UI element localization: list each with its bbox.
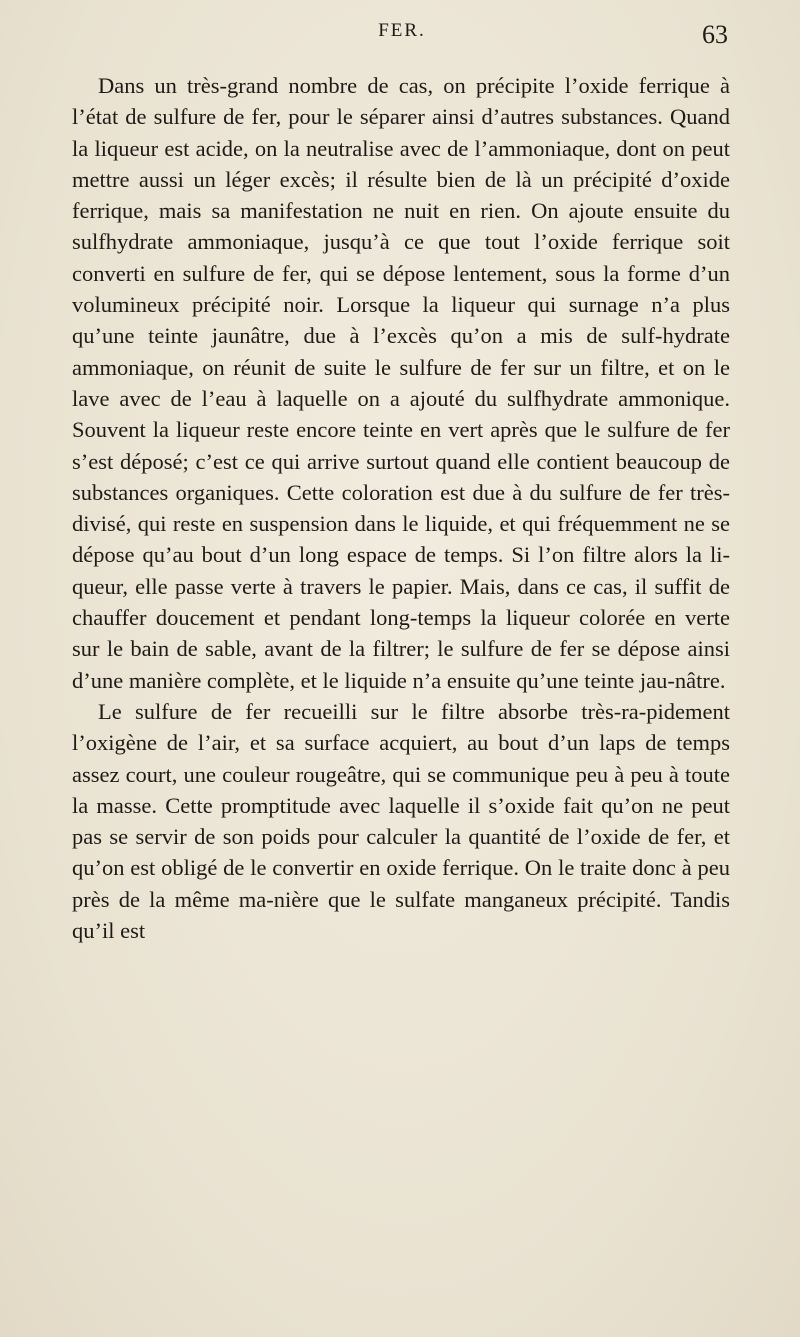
body-text: [72, 70, 730, 946]
running-head: FER.: [378, 20, 426, 41]
page-header: [76, 20, 728, 60]
page-number: 63: [702, 20, 728, 49]
paragraph-2: Le sulfure de fer recueilli sur le filtre absorbe très-ra-pidement l’oxigène de l’air, et sa surface acquiert, au bout d’un laps de temps assez court, une couleur rougeâtre, qui se communique peu à peu à toute la masse. Cette promptitude avec laquelle il s’oxide fait qu’on ne peut pas se servir de son poids pour calculer la quantité de l’oxide de fer, et qu’on est obligé de le convertir en oxide ferrique. On le traite donc à peu près de la même ma-nière que le sulfate manganeux précipité. Tandis qu’il est: [72, 698, 730, 944]
paragraph-1: Dans un très-grand nombre de cas, on précipite l’oxide ferrique à l’état de sulfure de fer, pour le séparer ainsi d’autres substances. Quand la liqueur est acide, on la neutralise avec de l’ammoniaque, dont on peut mettre aussi un léger excès; il résulte bien de là un précipité d’oxide ferrique, mais sa manifestation ne nuit en rien. On ajoute ensuite du sulfhydrate ammoniaque, jusqu’à ce que tout l’oxide ferrique soit converti en sulfure de fer, qui se dépose lentement, sous la forme d’un volumineux précipité noir. Lorsque la liqueur qui surnage n’a plus qu’une teinte jaunâtre, due à l’excès qu’on a mis de sulf-hydrate ammoniaque, on réunit de suite le sulfure de fer sur un filtre, et on le lave avec de l’eau à laquelle on a ajouté du sulfhydrate ammonique. Souvent la liqueur reste encore teinte en vert après que le sulfure de fer s’est déposé; c’est ce qui arrive surtout quand elle contient beaucoup de substances organiques. Cette coloration est due à du sulfure de fer très-divisé, qui reste en suspension dans le liquide, et qui fréquemment ne se dépose qu’au bout d’un long espace de temps. Si l’on filtre alors la li-queur, elle passe verte à travers le papier. Mais, dans ce cas, il suffit de chauffer doucement et pendant long-temps la liqueur colorée en verte sur le bain de sable, avant de la filtrer; le sulfure de fer se dépose ainsi d’une manière complète, et le liquide n’a ensuite qu’une teinte jau-nâtre.: [72, 73, 730, 693]
